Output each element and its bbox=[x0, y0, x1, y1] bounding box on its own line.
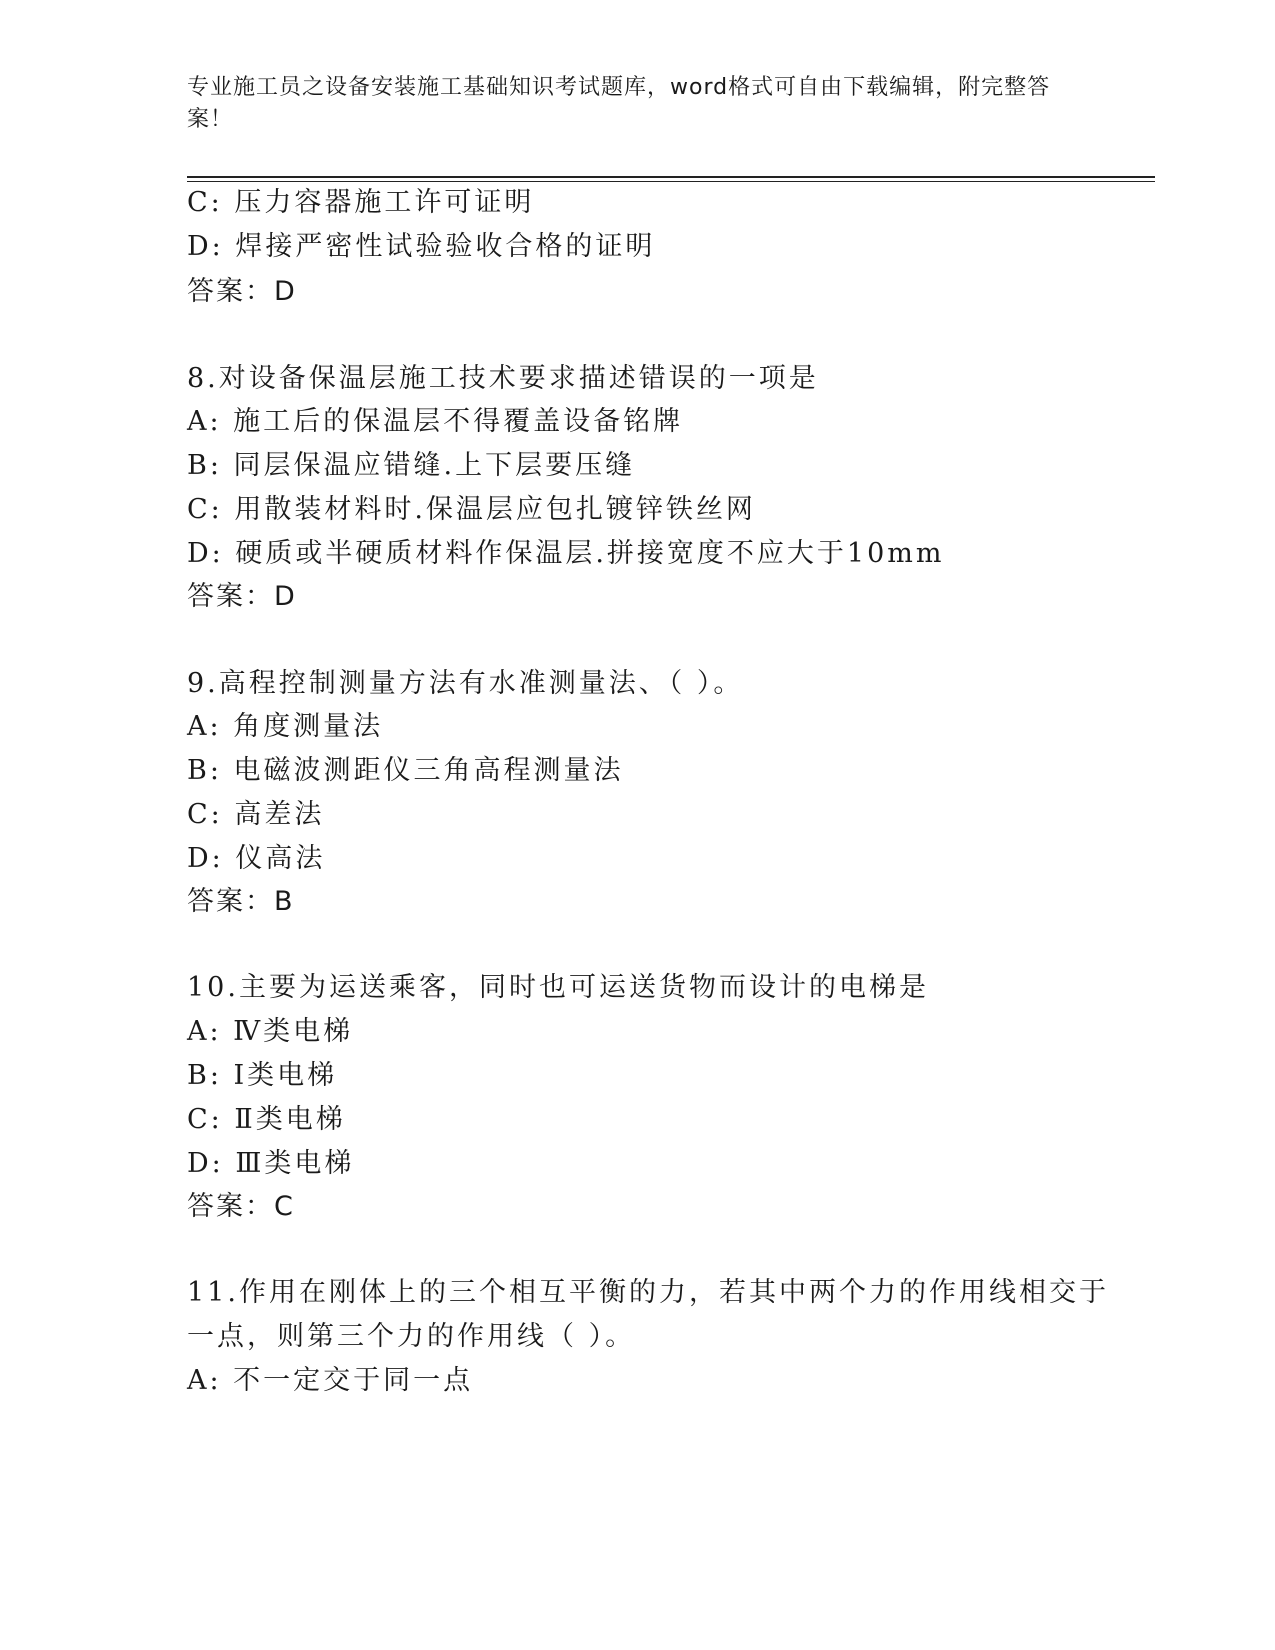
option-line: B: Ⅰ类电梯 bbox=[187, 1060, 338, 1091]
question-stem: 10.主要为运送乘客，同时也可运送货物而设计的电梯是 bbox=[187, 972, 929, 1003]
header-divider-thin bbox=[187, 181, 1155, 182]
answer-line: 答案：B bbox=[187, 886, 295, 917]
option-line: D: 硬质或半硬质材料作保温层.拼接宽度不应大于10mm bbox=[187, 538, 945, 569]
option-line: D: 仪高法 bbox=[187, 843, 326, 874]
option-line: A: 施工后的保温层不得覆盖设备铭牌 bbox=[187, 406, 684, 437]
option-line: C: 高差法 bbox=[187, 799, 325, 830]
option-line: A: Ⅳ类电梯 bbox=[187, 1016, 354, 1047]
document-header: 专业施工员之设备安装施工基础知识考试题库，word格式可自由下载编辑，附完整答案！ bbox=[187, 75, 1051, 132]
option-line: A: 不一定交于同一点 bbox=[187, 1365, 474, 1396]
option-line: A: 角度测量法 bbox=[187, 711, 384, 742]
question-stem: 8.对设备保温层施工技术要求描述错误的一项是 bbox=[187, 363, 819, 394]
answer-line: 答案：C bbox=[187, 1191, 295, 1222]
answer-line: 答案：D bbox=[187, 276, 297, 307]
option-line: C: 压力容器施工许可证明 bbox=[187, 187, 535, 218]
header-divider bbox=[187, 176, 1155, 178]
question-stem: 11.作用在刚体上的三个相互平衡的力，若其中两个力的作用线相交于 bbox=[187, 1277, 1109, 1308]
option-line: D: 焊接严密性试验验收合格的证明 bbox=[187, 231, 656, 262]
option-line: D: Ⅲ类电梯 bbox=[187, 1148, 355, 1179]
question-stem-continued: 一点，则第三个力的作用线（ ）。 bbox=[187, 1321, 636, 1352]
option-line: B: 同层保温应错缝.上下层要压缝 bbox=[187, 450, 636, 481]
answer-line: 答案：D bbox=[187, 581, 297, 612]
option-line: C: Ⅱ类电梯 bbox=[187, 1104, 346, 1135]
option-line: C: 用散装材料时.保温层应包扎镀锌铁丝网 bbox=[187, 494, 756, 525]
question-stem: 9.高程控制测量方法有水准测量法、（ ）。 bbox=[187, 668, 744, 699]
option-line: B: 电磁波测距仪三角高程测量法 bbox=[187, 755, 624, 786]
